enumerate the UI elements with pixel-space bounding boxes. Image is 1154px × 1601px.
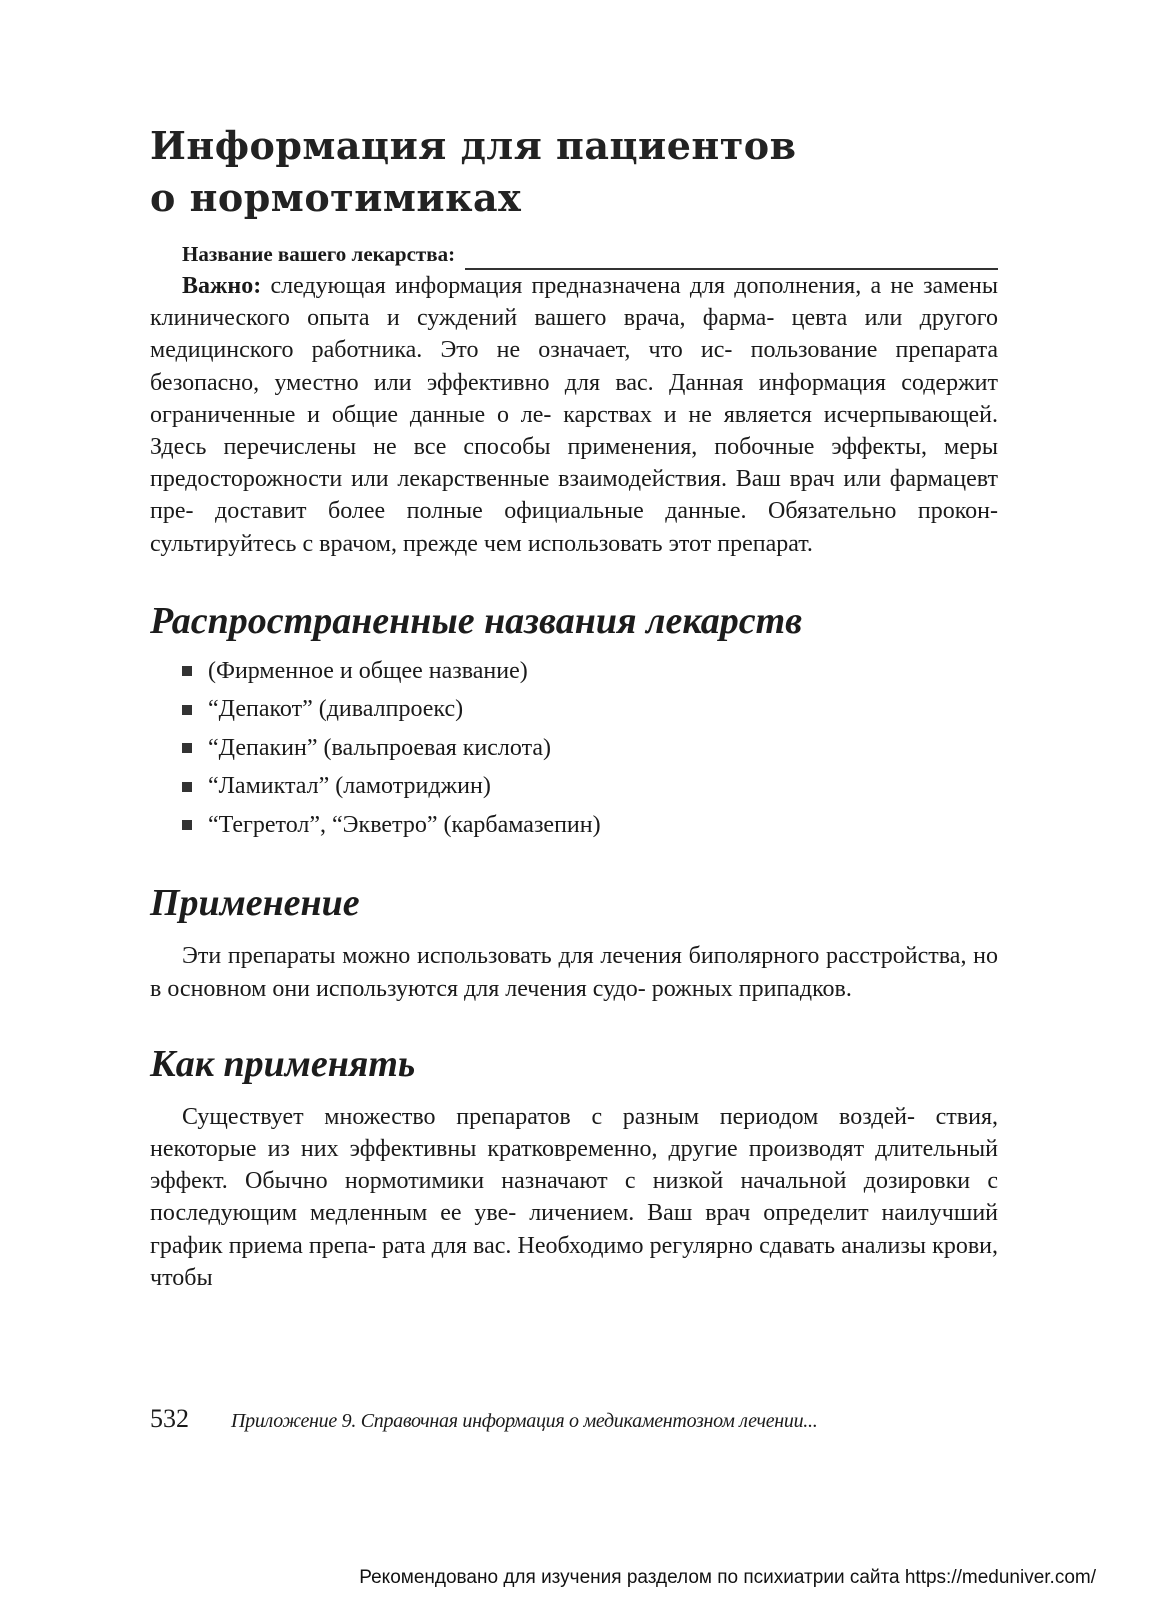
page-footer	[150, 1404, 998, 1434]
important-line: доставит более полные официальные данные. Обязательно прокон-	[214, 498, 999, 525]
important-line: или лекарственные взаимодействия. Ваш врач или фармацевт пре-	[150, 466, 998, 525]
important-paragraph	[150, 270, 998, 560]
page-number: 532	[150, 1404, 189, 1433]
section-heading-use: Применение	[150, 882, 360, 925]
site-watermark: Рекомендовано для изучения разделом по психиатрии сайта https://meduniver.com/	[359, 1567, 1096, 1588]
running-title: Приложение 9. Справочная информация о медикаментозном лечении...	[231, 1410, 818, 1432]
square-bullet-icon	[182, 820, 192, 830]
how-line: производят длительный эффект. Обычно нормотимики назначают	[150, 1135, 998, 1195]
important-line: Данная информация содержит ограниченные и общие данные о ле-	[150, 369, 998, 428]
important-line: карствах и не является исчерпывающей. Здесь перечислены не все	[150, 401, 999, 461]
list-item	[182, 652, 998, 691]
important-line: пользование препарата безопасно, уместно или эффективно для вас.	[150, 337, 999, 396]
page-title	[150, 120, 998, 224]
how-line: Существует множество препаратов с разным периодом воздей-	[182, 1103, 915, 1130]
medication-name-field	[182, 238, 998, 270]
how-line: ствия, некоторые из них эффективны кратковременно, другие	[150, 1103, 998, 1162]
drug-names-list	[150, 652, 998, 845]
title-line-2: о нормотимиках	[150, 175, 522, 220]
important-line: а не замены клинического опыта и суждений вашего врача, фарма-	[150, 273, 999, 332]
list-item-text: “Ламиктал” (ламотриджин)	[208, 773, 491, 800]
how-line: личением. Ваш врач определит наилучший график приема препа-	[150, 1200, 999, 1259]
how-line: с низкой начальной дозировки с последующим медленным ее уве-	[150, 1168, 999, 1227]
list-item-text: “Депакин” (вальпроевая кислота)	[208, 734, 551, 761]
use-line: рожных припадков.	[651, 975, 852, 1002]
use-line: Эти препараты можно использовать для лечения биполярного	[182, 943, 820, 970]
important-line: цевта или другого медицинского работника. Это не означает, что ис-	[150, 305, 999, 364]
square-bullet-icon	[182, 743, 192, 753]
list-item-text: (Фирменное и общее название)	[208, 657, 528, 684]
section-heading-drug-names: Распространенные названия лекарств	[150, 599, 803, 642]
important-line: следующая информация предназначена для дополнения,	[270, 273, 862, 299]
list-item	[182, 690, 998, 729]
square-bullet-icon	[182, 666, 192, 676]
important-line: способы применения, побочные эффекты, меры предосторожности	[150, 434, 999, 493]
square-bullet-icon	[182, 705, 192, 715]
how-line: рата для вас. Необходимо регулярно сдавать анализы крови, чтобы	[150, 1232, 998, 1291]
section-heading-how-to-use: Как применять	[150, 1042, 416, 1085]
list-item	[182, 729, 998, 768]
use-paragraph	[150, 940, 998, 1004]
list-item	[182, 767, 998, 806]
list-item-text: “Депакот” (дивалпроекс)	[208, 696, 464, 723]
page-content	[150, 120, 998, 1294]
how-to-use-paragraph	[150, 1101, 998, 1294]
important-label: Важно:	[182, 273, 262, 299]
list-item	[182, 806, 998, 845]
use-line: расстройства, но в основном они используются для лечения судо-	[150, 943, 999, 1002]
medication-name-blank-line	[465, 246, 998, 270]
square-bullet-icon	[182, 782, 192, 792]
medication-name-label: Название вашего лекарства:	[182, 242, 456, 266]
list-item-text: “Тегретол”, “Экветро” (карбамазепин)	[208, 811, 601, 838]
important-line: сультируйтесь с врачом, прежде чем использовать этот препарат.	[150, 530, 813, 557]
title-line-1: Информация для пациентов	[150, 123, 797, 168]
